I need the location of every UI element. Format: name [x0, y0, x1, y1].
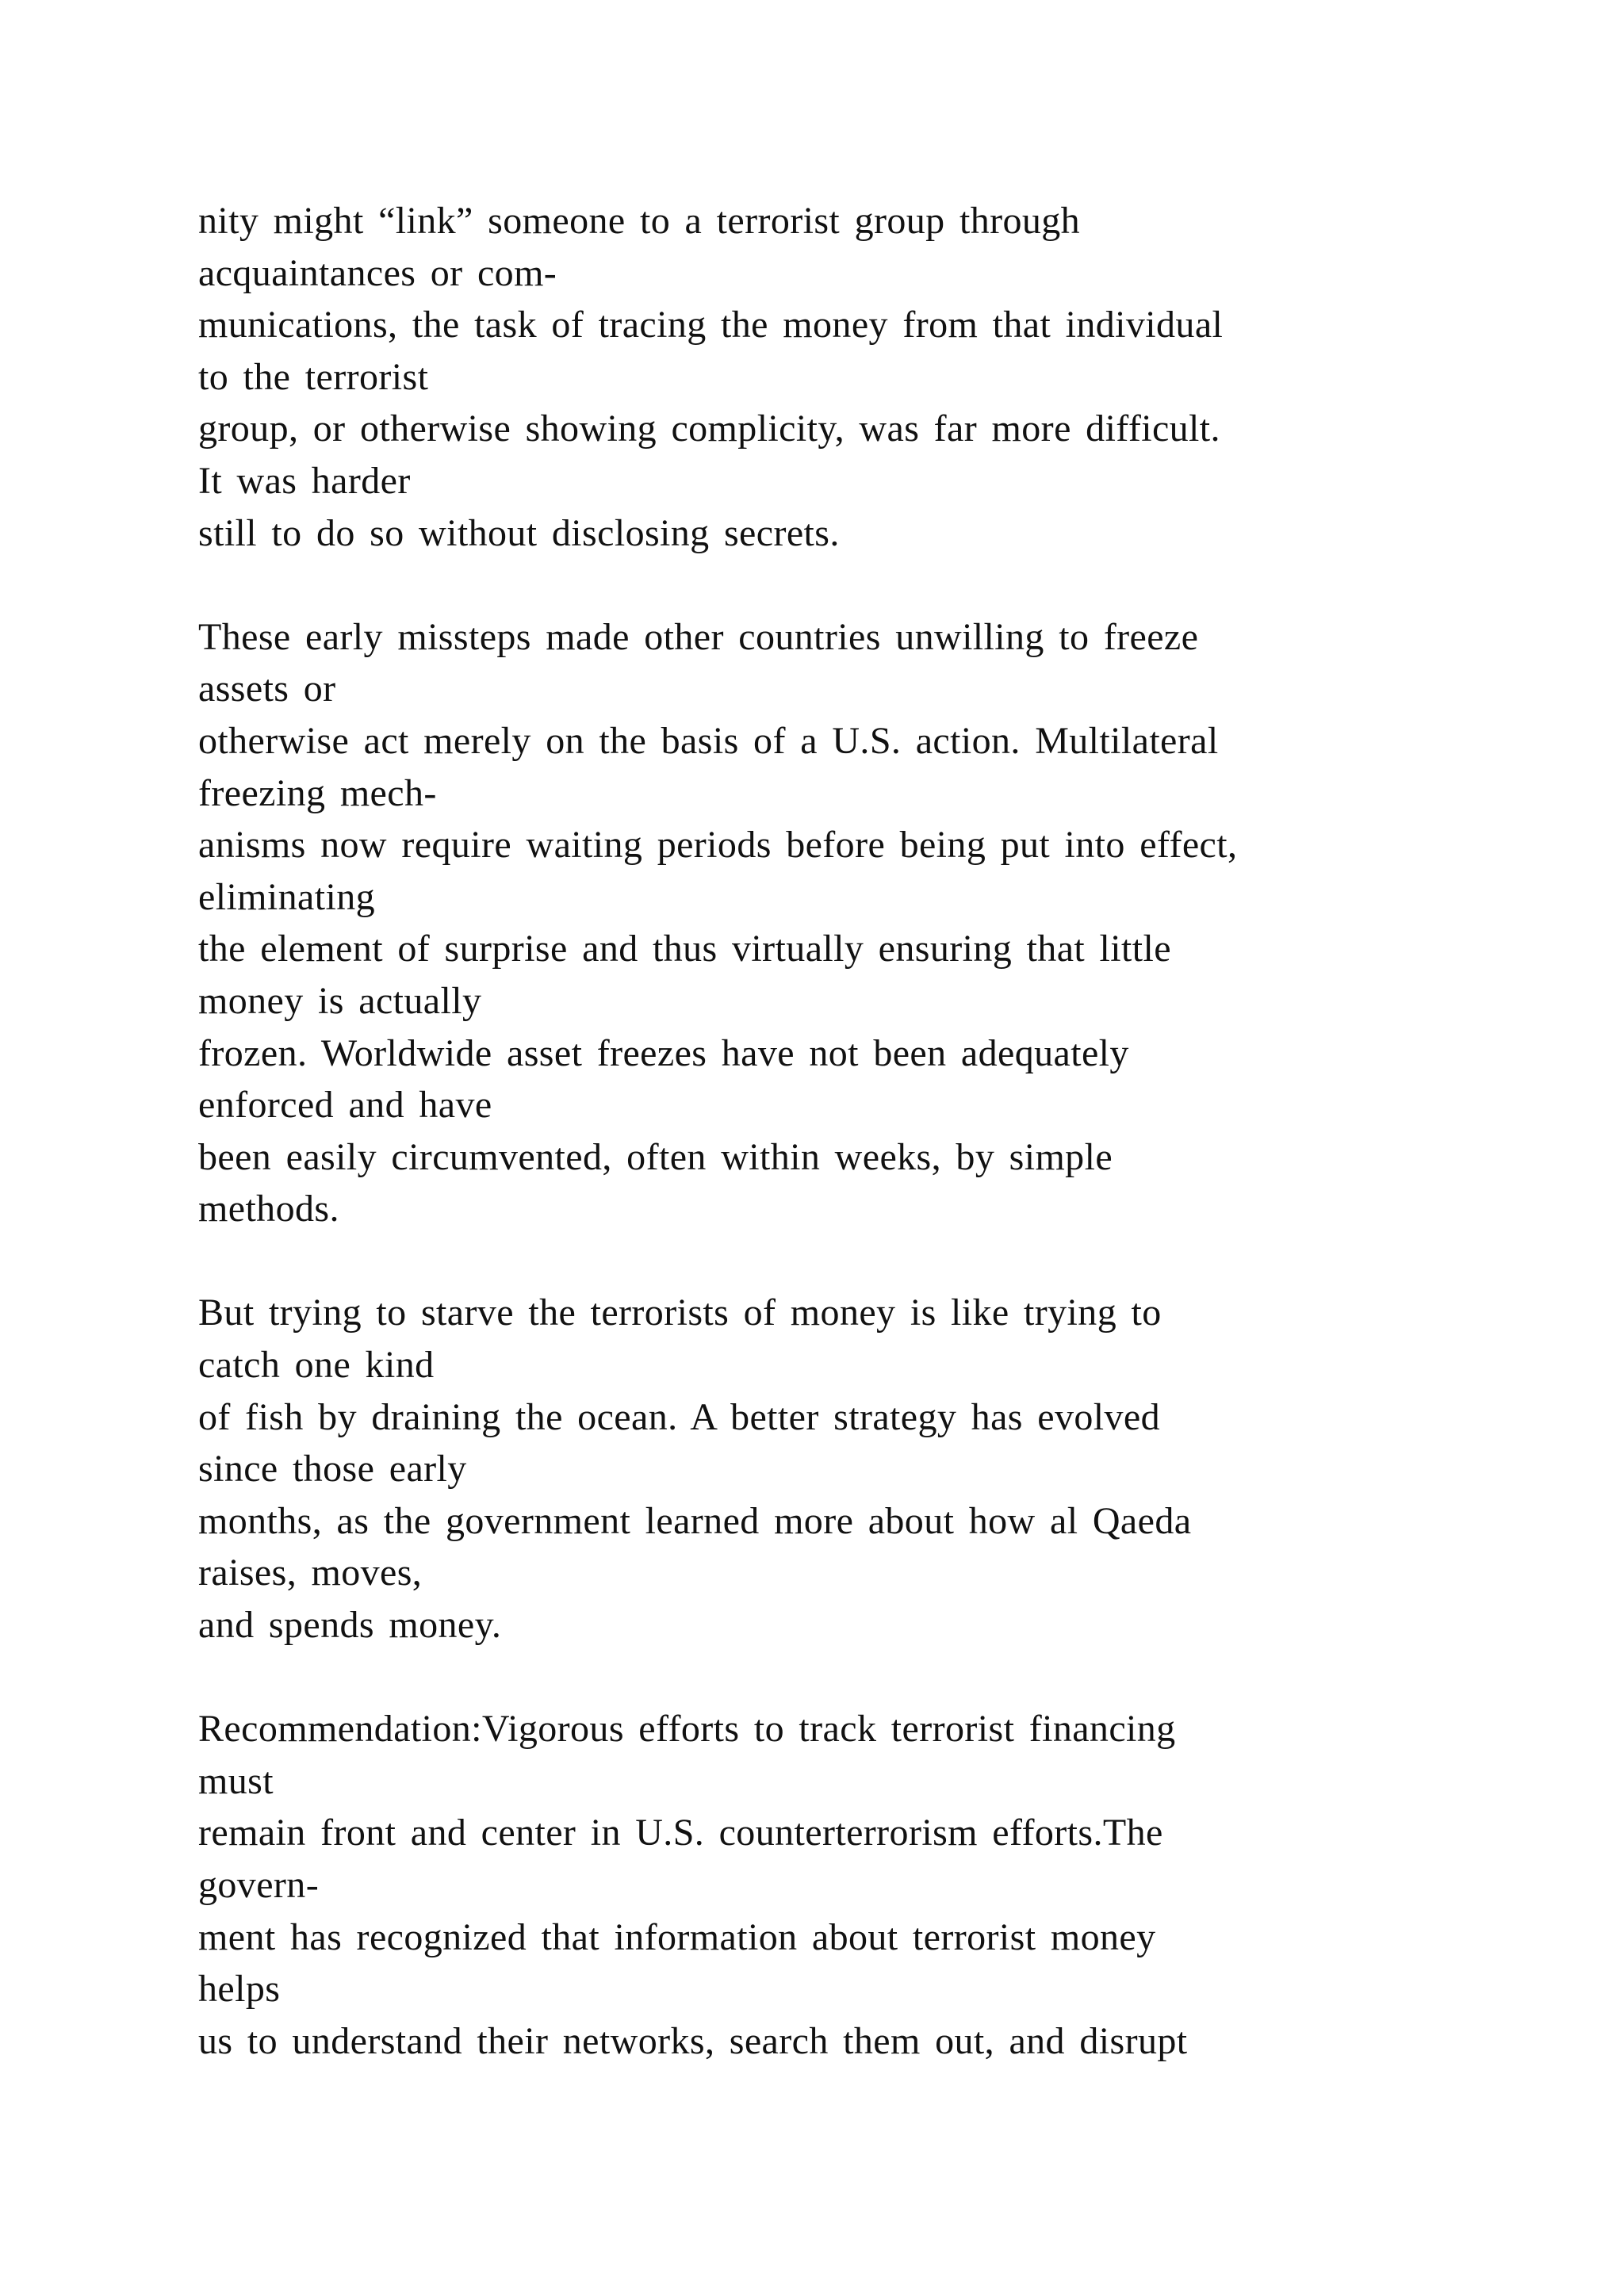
- text-line: munications, the task of tracing the money from that individual: [198, 304, 1224, 346]
- text-line: since those early: [198, 1448, 467, 1490]
- text-line: months, as the government learned more about how al Qaeda: [198, 1499, 1192, 1542]
- text-line: must: [198, 1759, 274, 1802]
- text-line: money is actually: [198, 979, 482, 1022]
- text-line: us to understand their networks, search them out, and disrupt: [198, 2019, 1188, 2062]
- text-line: frozen. Worldwide asset freezes have not been adequately: [198, 1031, 1129, 1074]
- text-line: helps: [198, 1968, 281, 2011]
- paragraph-gap: [198, 559, 1546, 611]
- text-line: ment has recognized that information about terrorist money: [198, 1915, 1156, 1958]
- text-line: But trying to starve the terrorists of money is like trying to: [198, 1292, 1162, 1334]
- text-line: anisms now require waiting periods before being put into effect,: [198, 824, 1238, 867]
- text-line: of fish by draining the ocean. A better strategy has evolved: [198, 1395, 1161, 1438]
- text-line: nity might “link” someone to a terrorist group through: [198, 200, 1081, 242]
- paragraph-gap: [198, 1651, 1546, 1704]
- text-line: group, or otherwise showing complicity, was far more difficult.: [198, 408, 1220, 450]
- text-line: Recommendation:Vigorous efforts to track terrorist financing: [198, 1708, 1176, 1751]
- text-line: assets or: [198, 668, 336, 710]
- text-line: These early missteps made other countries unwilling to freeze: [198, 615, 1199, 658]
- text-line: otherwise act merely on the basis of a U.S. action. Multilateral: [198, 719, 1219, 762]
- text-line: to the terrorist: [198, 355, 429, 398]
- text-line: catch one kind: [198, 1344, 435, 1387]
- text-line: govern-: [198, 1864, 320, 1906]
- text-line: still to do so without disclosing secrets.: [198, 511, 840, 554]
- text-line: the element of surprise and thus virtually ensuring that little: [198, 928, 1171, 970]
- text-line: been easily circumvented, often within weeks, by simple: [198, 1135, 1113, 1178]
- text-line: eliminating: [198, 875, 376, 918]
- text-line: methods.: [198, 1188, 339, 1230]
- text-line: freezing mech-: [198, 771, 437, 814]
- document-text: [198, 195, 1546, 2067]
- paragraph-gap: [198, 1235, 1546, 1288]
- text-line: enforced and have: [198, 1084, 492, 1127]
- text-line: It was harder: [198, 459, 411, 502]
- text-line: acquaintances or com-: [198, 251, 557, 294]
- text-line: and spends money.: [198, 1604, 502, 1647]
- text-line: remain front and center in U.S. counterterrorism efforts.The: [198, 1812, 1163, 1854]
- text-line: raises, moves,: [198, 1552, 423, 1594]
